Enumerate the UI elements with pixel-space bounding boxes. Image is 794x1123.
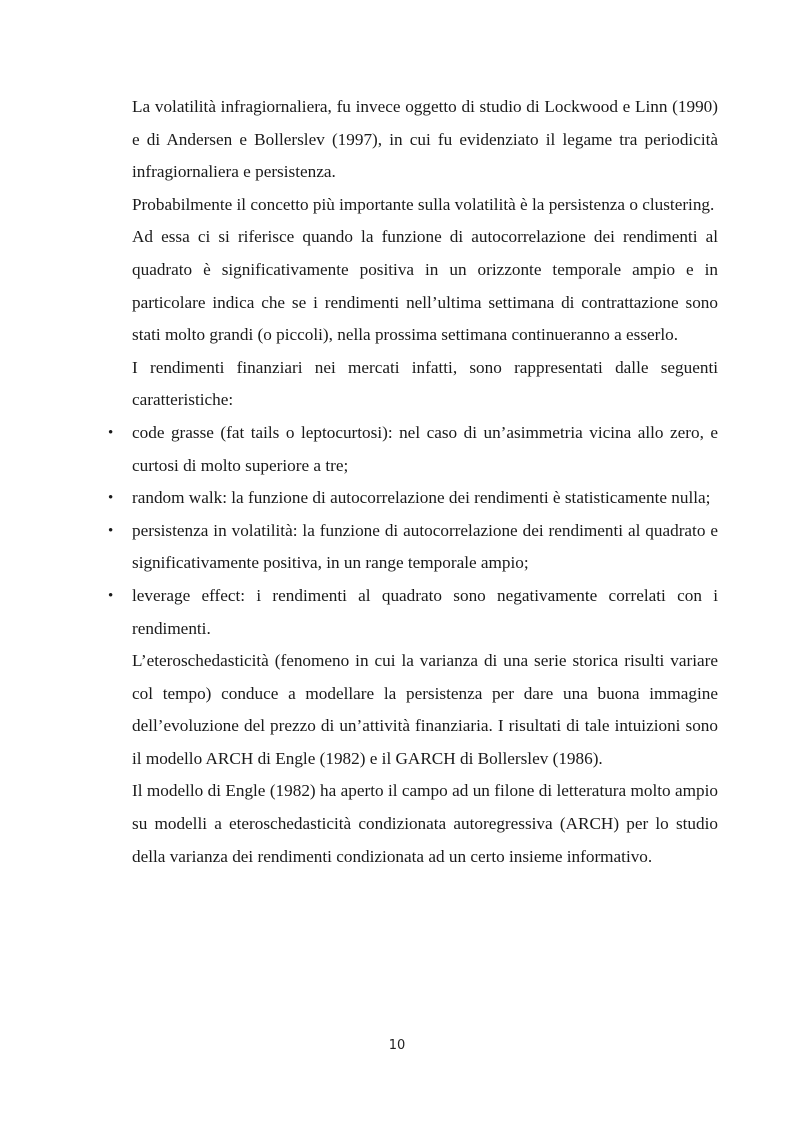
page-number: 10 — [388, 1038, 406, 1053]
bullet-icon: • — [108, 424, 114, 441]
list-item-leverage-effect — [108, 580, 718, 645]
list-item-text: code grasse (fat tails o leptocurtosi): nel caso di un’asimmetria vicina allo zero, e curtosi di molto superiore a tre; — [132, 422, 718, 475]
paragraph-persistence: Probabilmente il concetto più importante sulla volatilità è la persistenza o clustering. — [132, 194, 715, 214]
list-item-text: persistenza in volatilità: la funzione di autocorrelazione dei rendimenti al quadrato e significativamente positiva, in un range temporale ampio; — [132, 520, 718, 573]
list-item-random-walk — [108, 482, 718, 515]
bullet-icon: • — [108, 587, 114, 604]
characteristics-list — [108, 417, 718, 645]
list-item-fat-tails — [108, 417, 718, 482]
list-item-text: random walk: la funzione di autocorrelazione dei rendimenti è statisticamente nulla; — [132, 488, 711, 508]
bullet-icon: • — [108, 522, 114, 539]
bullet-icon: • — [108, 490, 114, 507]
paragraph-intraday-volatility: La volatilità infragiornaliera, fu invece oggetto di studio di Lockwood e Linn (1990) e di Andersen e Bollerslev (1997), in cui fu evidenziato il legame tra periodicità infragiornaliera e persistenza. — [132, 97, 718, 182]
page-body — [108, 91, 718, 873]
paragraph-autocorrelation: Ad essa ci si riferisce quando la funzione di autocorrelazione dei rendimenti al quadrato è significativamente positiva in un orizzonte temporale ampio e in particolare indica che se i rendimenti nell’ultima settimana di contrattazione sono stati molto grandi (o piccoli), nella prossima settimana continueranno a esserlo. — [132, 227, 718, 345]
list-item-text: leverage effect: i rendimenti al quadrato sono negativamente correlati con i rendimenti. — [132, 585, 718, 638]
list-item-volatility-persistence — [108, 515, 718, 580]
paragraph-characteristics-intro: I rendimenti finanziari nei mercati infatti, sono rappresentati dalle seguenti caratteristiche: — [132, 357, 718, 410]
paragraph-heteroskedasticity: L’eteroschedasticità (fenomeno in cui la varianza di una serie storica risulti variare col tempo) conduce a modellare la persistenza per dare una buona immagine dell’evoluzione del prezzo di un’attività finanziaria. I risultati di tale intuizioni sono il modello ARCH di Engle (1982) e il GARCH di Bollerslev (1986). — [132, 651, 718, 768]
paragraph-engle-model: Il modello di Engle (1982) ha aperto il campo ad un filone di letteratura molto ampio su modelli a eteroschedasticità condizionata autoregressiva (ARCH) per lo studio della varianza dei rendimenti condizionata ad un certo insieme informativo. — [132, 781, 718, 866]
